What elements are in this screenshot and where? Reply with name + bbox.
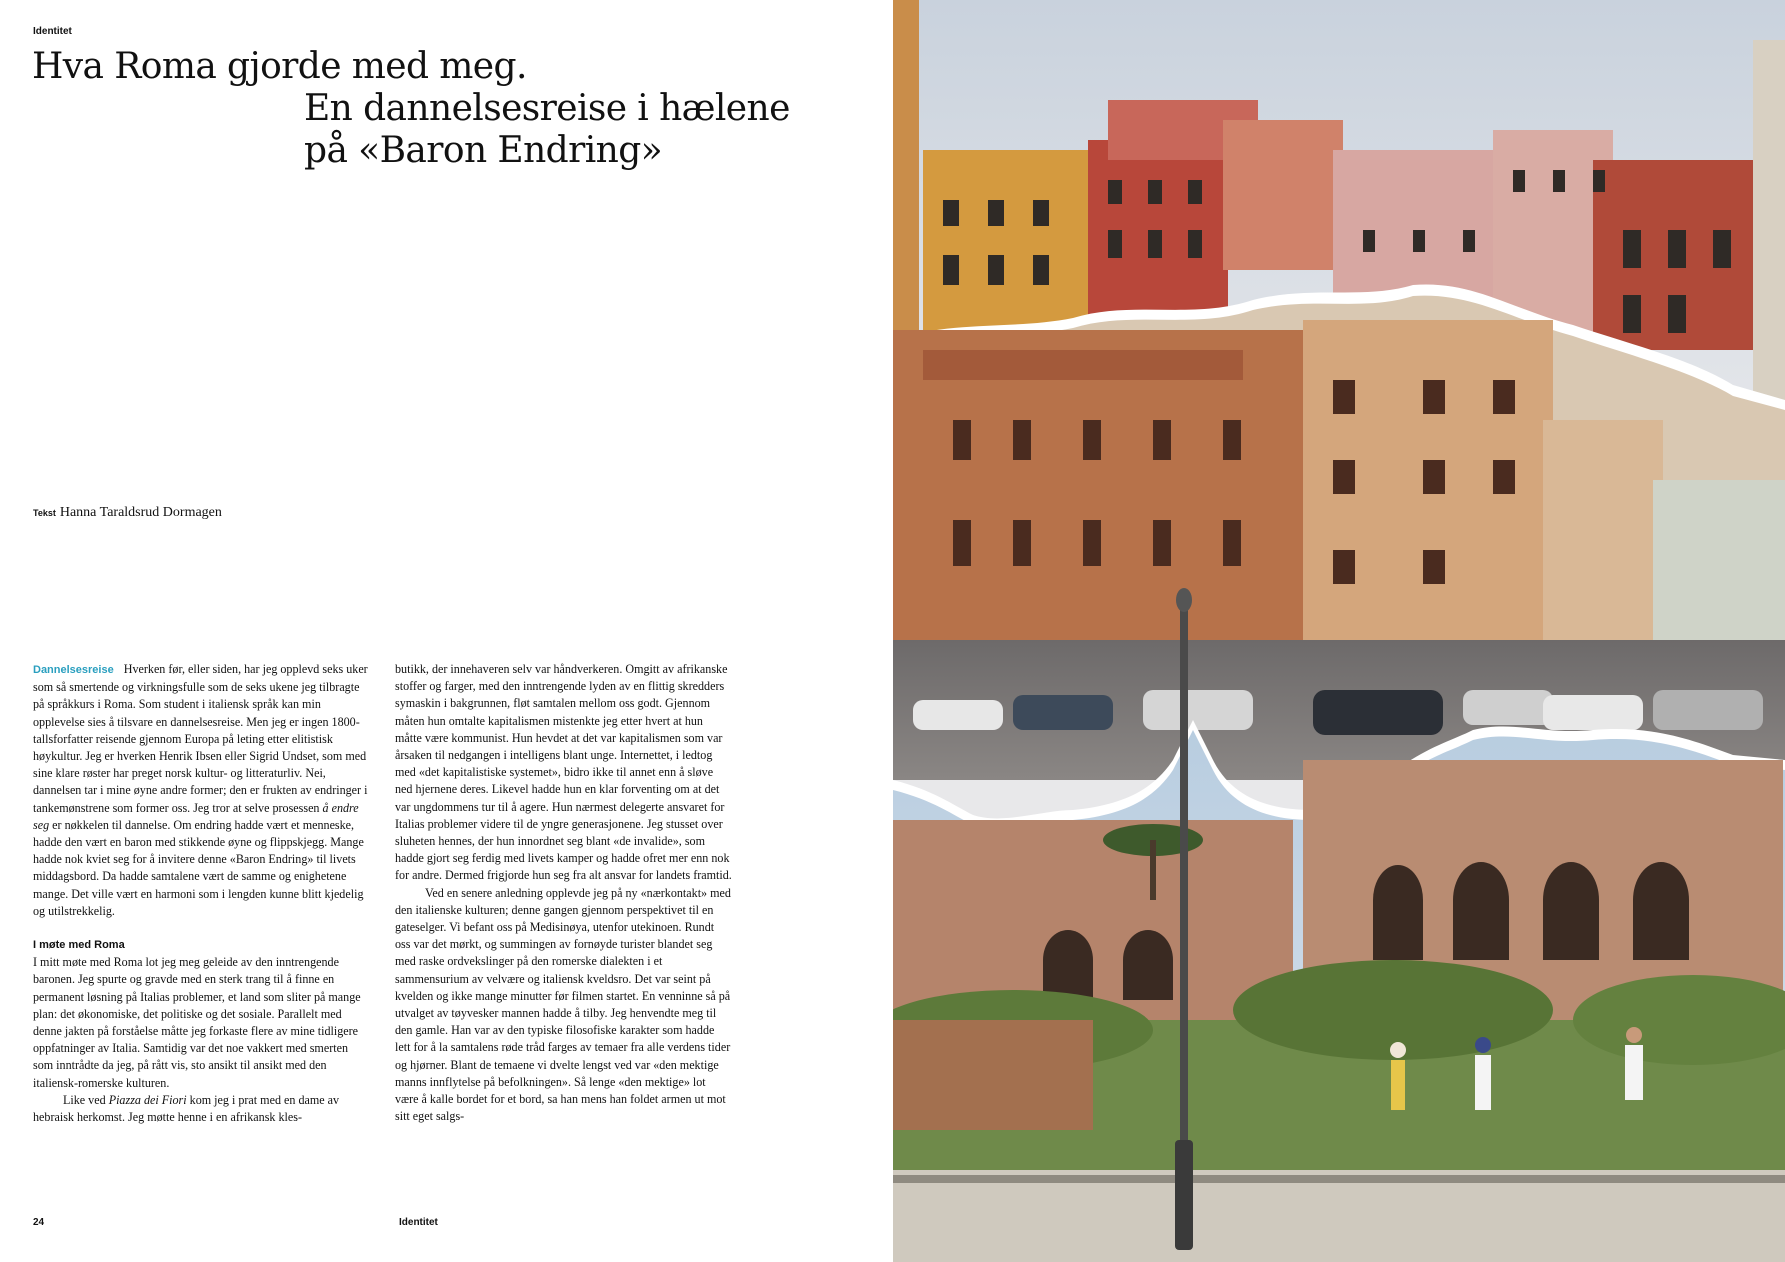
paragraph-text: kom jeg i prat med en dame av hebraisk herkomst. Jeg møtte henne i en afrikansk kles- [33,1092,340,1125]
paragraph [33,661,370,920]
lamp-post [1180,600,1188,1160]
sidewalk [893,1170,1785,1262]
byline-author: Hanna Taraldsrud Dormagen [59,505,222,520]
byline-label: Tekst [33,508,56,518]
lamp-post-base [1175,1140,1193,1250]
rome-collage-photo [893,0,1785,1262]
paragraph-text: er nøkkelen til dannelse. Om endring hadde vært et menneske, hadde den vært en baron med stikkende øyne og flippskjegg. Mange hadde nok kviet seg for å invitere denne «Baron Endring» til livets middagsbord. Da hadde samtalene vært de samme og enighetene mange. Det ville vært en harmoni som i lengden kunne blitt kjedelig og utilstrekkelig. [33,817,364,918]
pine-trunk [1150,840,1156,900]
palazzo-cornice [923,350,1243,380]
running-head: Identitet [399,1217,438,1228]
lamp-top [1176,588,1192,612]
paragraph: Ved en senere anledning opplevde jeg på ny «nærkontakt» med den italienske kulturen; denne gangen gjennom perspektivet til en gateselger. Vi befant oss på Medisinøya, utenfor utekinoen. Rundt oss var det mørkt, og summingen av fornøyde turister blandet seg med raske ordvekslinger på den romerske dialekten i et sammensurium av velvære og italiensk kveldsro. Det var seint på kvelden og ikke mange minutter før filmen startet. En venninne så på utvalget av tøyvesker mannen hadde å tilby. Jeg henvendte meg til den gamle. Han var av den typiske filosofiske karakter som hadde lett for å la samtalens røde tråd farges av temaer fra alle verdens tider og hjørner. Blant de temaene vi dvelte lengst ved var «den mektige manns innflytelse på befolkningen». Så lenge «den mektige» lot være å kalle bordet for et bord, sa han mens han foldet armen ut mot sitt eget salgs- [395,885,731,1124]
parked-cars [913,690,1763,735]
paragraph-italic: å endre seg [33,800,359,832]
paragraph-text: Hverken før, eller siden, har jeg opplevd seks uker som så smertende og virkningsfulle som de seks ukene jeg tilbragte på språkkurs i Roma. Som student i italiensk språk kan min opplevelse sies å tilsvare en dannelsesreise. Men jeg er ingen 1800-tallsforfatter reisende gjennom Europa på leting etter elitistisk høykultur. Jeg er hverken Henrik Ibsen eller Sigrid Undset, som med sine klare røster har preget norsk kultur- og litteraturliv. Nei, dannelsen tar i mine øyne andre former; den er frukten av endringer i tankemønstrene som former oss. Jeg tror at selve prosessen [33,662,368,815]
building-palazzo [893,330,1313,680]
curb [893,1175,1785,1183]
building-salmon [1223,120,1343,270]
building-edge-right [1753,40,1785,420]
page-number: 24 [33,1217,45,1228]
building-edge [893,0,919,360]
headline-line-1: Hva Roma gjorde med meg. [32,46,527,87]
headline [32,46,852,172]
paragraph-text: Like ved [63,1092,106,1107]
subheading: I møte med Roma [33,939,125,952]
article-column-2 [395,661,732,1125]
building-ochre [923,150,1093,340]
section-label: Identitet [33,26,72,37]
paragraph: I mitt møte med Roma lot jeg meg geleide av den inntrengende baronen. Jeg spurte og gravde med en sterk trang til å finne en permanent løsning på Italias problemer, et land som sliter på mange plan: det økonomiske, det politiske og det sosiale. Parallelt med denne jakten på forståelse måtte jeg forkaste flere av mine tidligere oppfatninger av Italia. Samtidig var det noe vakkert med smerten som inntrådte da jeg, på rått vis, sto ansikt til ansikt med den italiensk-romerske kulturen. [33,955,361,1090]
headline-line-2: En dannelsesreise i hælene [304,88,790,129]
article-column-1 [33,661,370,1126]
roof-building [893,1020,1093,1130]
paragraph [33,1092,370,1126]
paragraph: butikk, der innehaveren selv var håndverkeren. Omgitt av afrikanske stoffer og farger, med den inntrengende lyden av en flittig skredders symaskin i bakgrunnen, fløt samtalen mellom oss godt. Gjennom måten hun omtalte kapitalismen mistenkte jeg etter hvert at hun måtte være kommunist. Hun hevdet at det var kapitalismen som var årsaken til nedgangen i intelligens blant unge. Internettet, i ledtog med «det kapitalistiske systemet», bidro ikke til annet enn å sløve ned hjernene deres. Likevel hadde hun en klar forventing om at det var ungdommens tur til å agere. Hun nærmest delegerte ansvaret for Italias problemer videre til de yngre generasjonene. Jeg stusset over sluheten hennes, der hun innordnet seg blant «de invalide», som hadde gjort seg ferdig med livets kamper og hadde ofret mer enn nok for andre. Dermed frigjorde hun seg fra alt ansvar for landets framtid. [395,662,732,883]
headline-line-3: på «Baron Endring» [304,130,663,171]
kicker: Dannelsesreise [33,664,114,676]
collage-illustration [893,0,1785,1262]
byline [33,505,222,521]
paragraph-italic: Piazza dei Fiori [108,1092,187,1107]
